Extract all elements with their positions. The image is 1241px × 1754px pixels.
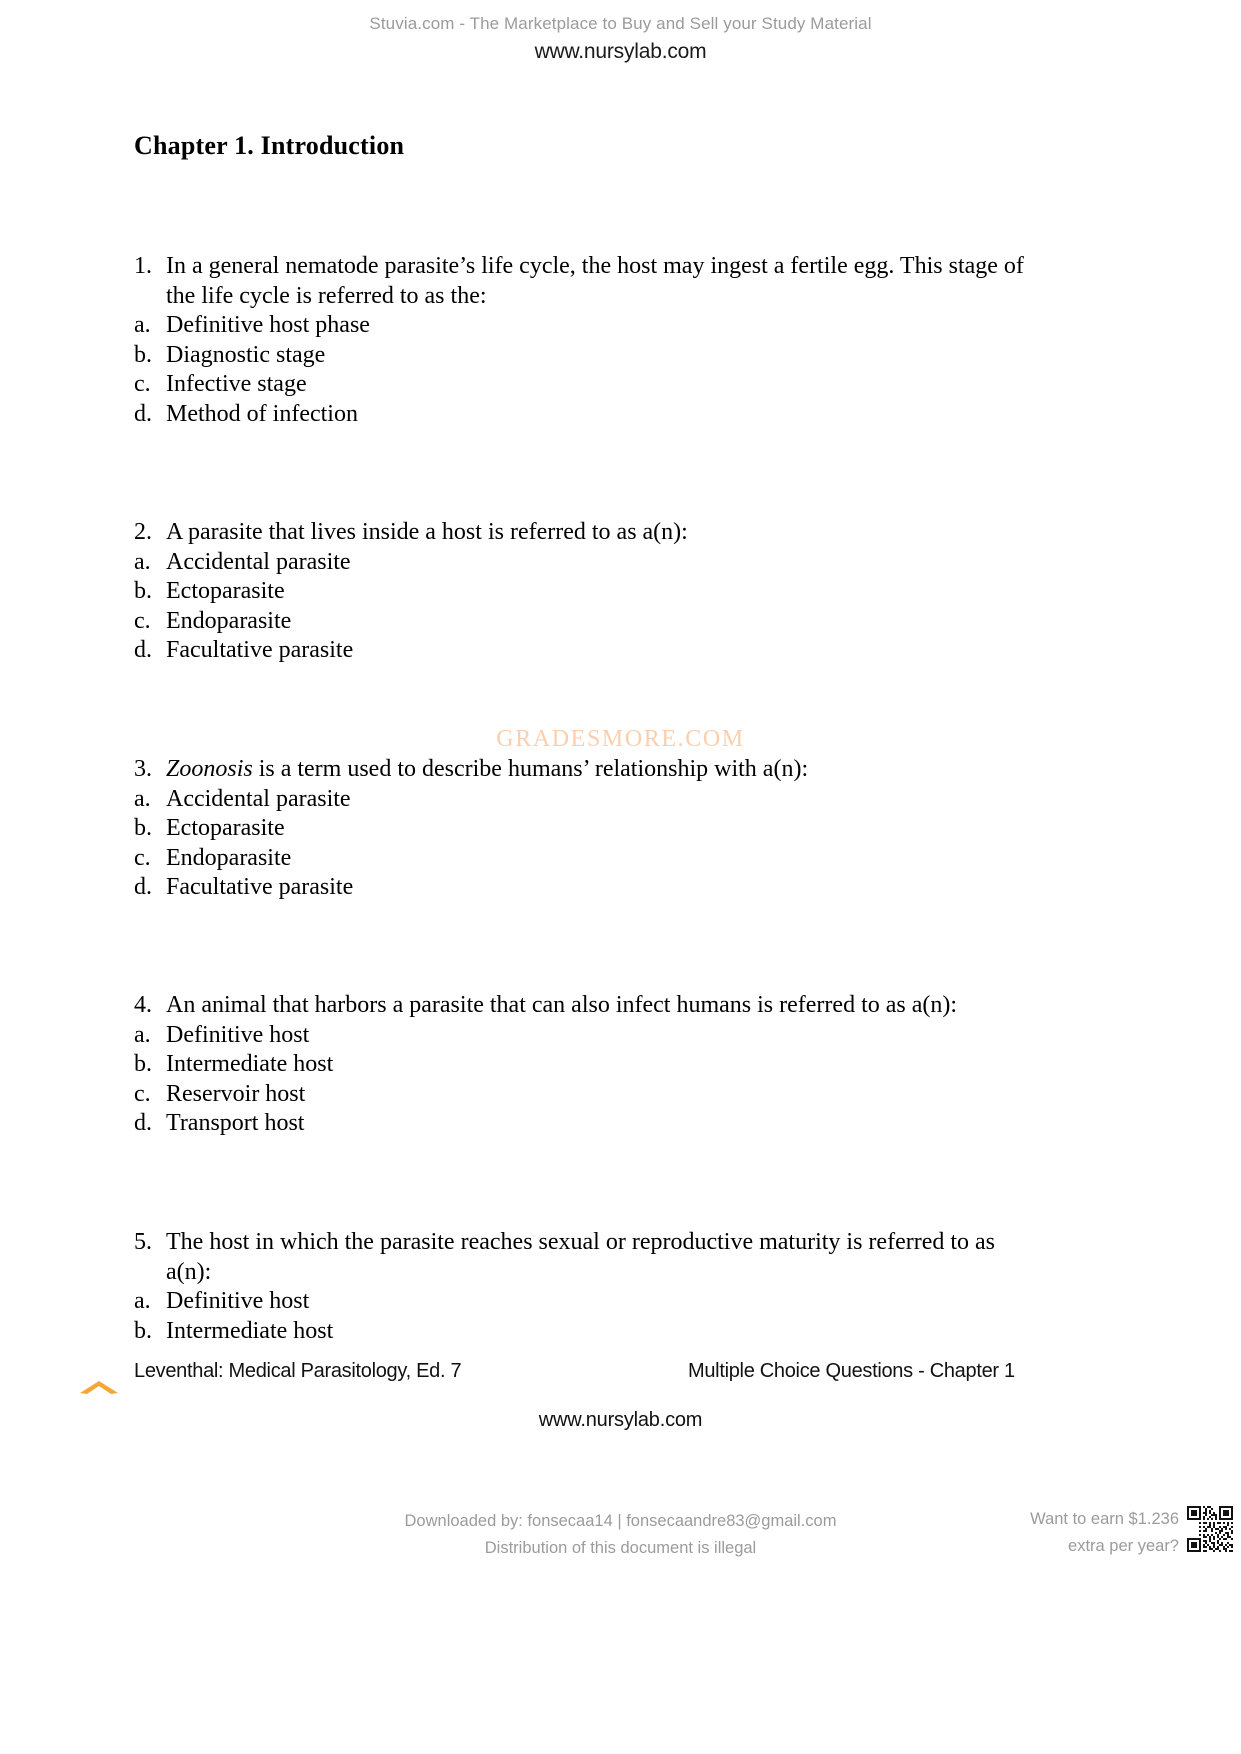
watermark-gradesmore: GRADESMORE.COM xyxy=(496,726,745,752)
question-stem xyxy=(134,755,1034,785)
question-italic-term: Zoonosis xyxy=(166,756,253,782)
option-item[interactable] xyxy=(134,785,1034,815)
option-text: Diagnostic stage xyxy=(166,341,326,368)
option-text: Definitive host xyxy=(166,1021,310,1048)
option-list xyxy=(134,1287,1034,1346)
option-list xyxy=(134,548,1034,666)
question-stem xyxy=(134,991,1034,1021)
question-text: The host in which the parasite reaches sexual or reproductive maturity is referred to as a(n): xyxy=(166,1229,996,1285)
option-item[interactable] xyxy=(134,1080,1034,1110)
distribution-notice-text: Distribution of this document is illegal xyxy=(484,1539,757,1557)
option-label: d. xyxy=(134,637,152,663)
question-block xyxy=(134,252,1034,429)
option-item[interactable] xyxy=(134,873,1034,903)
footer-site-url: www.nursylab.com xyxy=(538,1409,703,1431)
option-item[interactable] xyxy=(134,400,1034,430)
option-item[interactable] xyxy=(134,636,1034,666)
option-item[interactable] xyxy=(134,1287,1034,1317)
option-label: c. xyxy=(134,844,151,871)
option-text: Intermediate host xyxy=(166,1317,334,1344)
question-block xyxy=(134,755,1034,903)
option-text: Transport host xyxy=(166,1110,305,1136)
option-item[interactable] xyxy=(134,1050,1034,1080)
option-label: d. xyxy=(134,874,152,900)
option-text: Facultative parasite xyxy=(166,874,354,900)
option-item[interactable] xyxy=(134,548,1034,578)
option-item[interactable] xyxy=(134,814,1034,844)
qr-code-icon[interactable] xyxy=(1187,1506,1233,1552)
option-text: Definitive host xyxy=(166,1288,310,1314)
option-text: Endoparasite xyxy=(166,844,292,871)
option-label: b. xyxy=(134,815,152,841)
option-text: Facultative parasite xyxy=(166,637,354,663)
earn-promo-line2: extra per year? xyxy=(1068,1537,1179,1555)
option-text: Accidental parasite xyxy=(166,785,351,812)
option-item[interactable] xyxy=(134,370,1034,400)
option-label: b. xyxy=(134,1317,152,1344)
option-text: Ectoparasite xyxy=(166,578,285,604)
option-text: Ectoparasite xyxy=(166,815,285,841)
question-text-tail: is a term used to describe humans’ relationship with a(n): xyxy=(252,756,809,782)
question-block xyxy=(134,1228,1034,1346)
option-label: a. xyxy=(134,312,151,338)
option-label: d. xyxy=(134,400,152,427)
question-stem xyxy=(134,518,1034,548)
option-list xyxy=(134,311,1034,429)
option-item[interactable] xyxy=(134,844,1034,874)
question-number: 3. xyxy=(134,756,152,782)
option-text: Definitive host phase xyxy=(166,312,370,338)
site-header-url: www.nursylab.com xyxy=(534,40,707,63)
option-text: Intermediate host xyxy=(166,1051,334,1077)
option-text: Accidental parasite xyxy=(166,548,351,575)
option-list xyxy=(134,1021,1034,1139)
footer-book-reference: Leventhal: Medical Parasitology, Ed. 7 xyxy=(134,1360,462,1382)
option-item[interactable] xyxy=(134,1317,1034,1347)
option-item[interactable] xyxy=(134,311,1034,341)
option-text: Method of infection xyxy=(166,400,358,427)
option-item[interactable] xyxy=(134,341,1034,371)
option-text: Infective stage xyxy=(166,371,307,397)
option-label: b. xyxy=(134,578,152,604)
question-stem xyxy=(134,252,1034,311)
option-text: Endoparasite xyxy=(166,607,292,634)
question-number: 1. xyxy=(134,253,152,279)
option-label: a. xyxy=(134,1021,151,1048)
question-number: 5. xyxy=(134,1229,152,1255)
earn-promo[interactable] xyxy=(1030,1506,1179,1560)
option-item[interactable] xyxy=(134,577,1034,607)
question-text: An animal that harbors a parasite that can also infect humans is referred to as a(n): xyxy=(166,992,958,1018)
question-block xyxy=(134,991,1034,1139)
downloaded-by-text: Downloaded by: fonsecaa14 | fonsecaandre83@gmail.com xyxy=(404,1512,837,1530)
option-label: c. xyxy=(134,1080,151,1107)
option-label: a. xyxy=(134,785,151,812)
option-label: a. xyxy=(134,548,151,575)
question-number: 2. xyxy=(134,519,152,545)
option-item[interactable] xyxy=(134,1021,1034,1051)
option-list xyxy=(134,785,1034,903)
question-stem xyxy=(134,1228,1034,1287)
option-label: b. xyxy=(134,341,152,368)
option-item[interactable] xyxy=(134,607,1034,637)
earn-promo-line1: Want to earn $1.236 xyxy=(1030,1510,1179,1528)
footer-section-reference: Multiple Choice Questions - Chapter 1 xyxy=(688,1360,1015,1382)
question-text: A parasite that lives inside a host is referred to as a(n): xyxy=(166,519,688,545)
option-item[interactable] xyxy=(134,1109,1034,1139)
option-label: d. xyxy=(134,1110,152,1136)
option-label: c. xyxy=(134,607,151,634)
option-text: Reservoir host xyxy=(166,1080,306,1107)
page-title: Chapter 1. Introduction xyxy=(134,131,405,160)
question-block xyxy=(134,518,1034,666)
option-label: c. xyxy=(134,371,151,397)
option-label: b. xyxy=(134,1051,152,1077)
stuvia-bottom-strip xyxy=(0,1496,1241,1754)
option-label: a. xyxy=(134,1288,151,1314)
question-number: 4. xyxy=(134,992,152,1018)
stuvia-top-banner: Stuvia.com - The Marketplace to Buy and Sell your Study Material xyxy=(369,14,872,33)
question-text: In a general nematode parasite’s life cycle, the host may ingest a fertile egg. This stage of the life cycle is referred to as the: xyxy=(166,253,1024,309)
